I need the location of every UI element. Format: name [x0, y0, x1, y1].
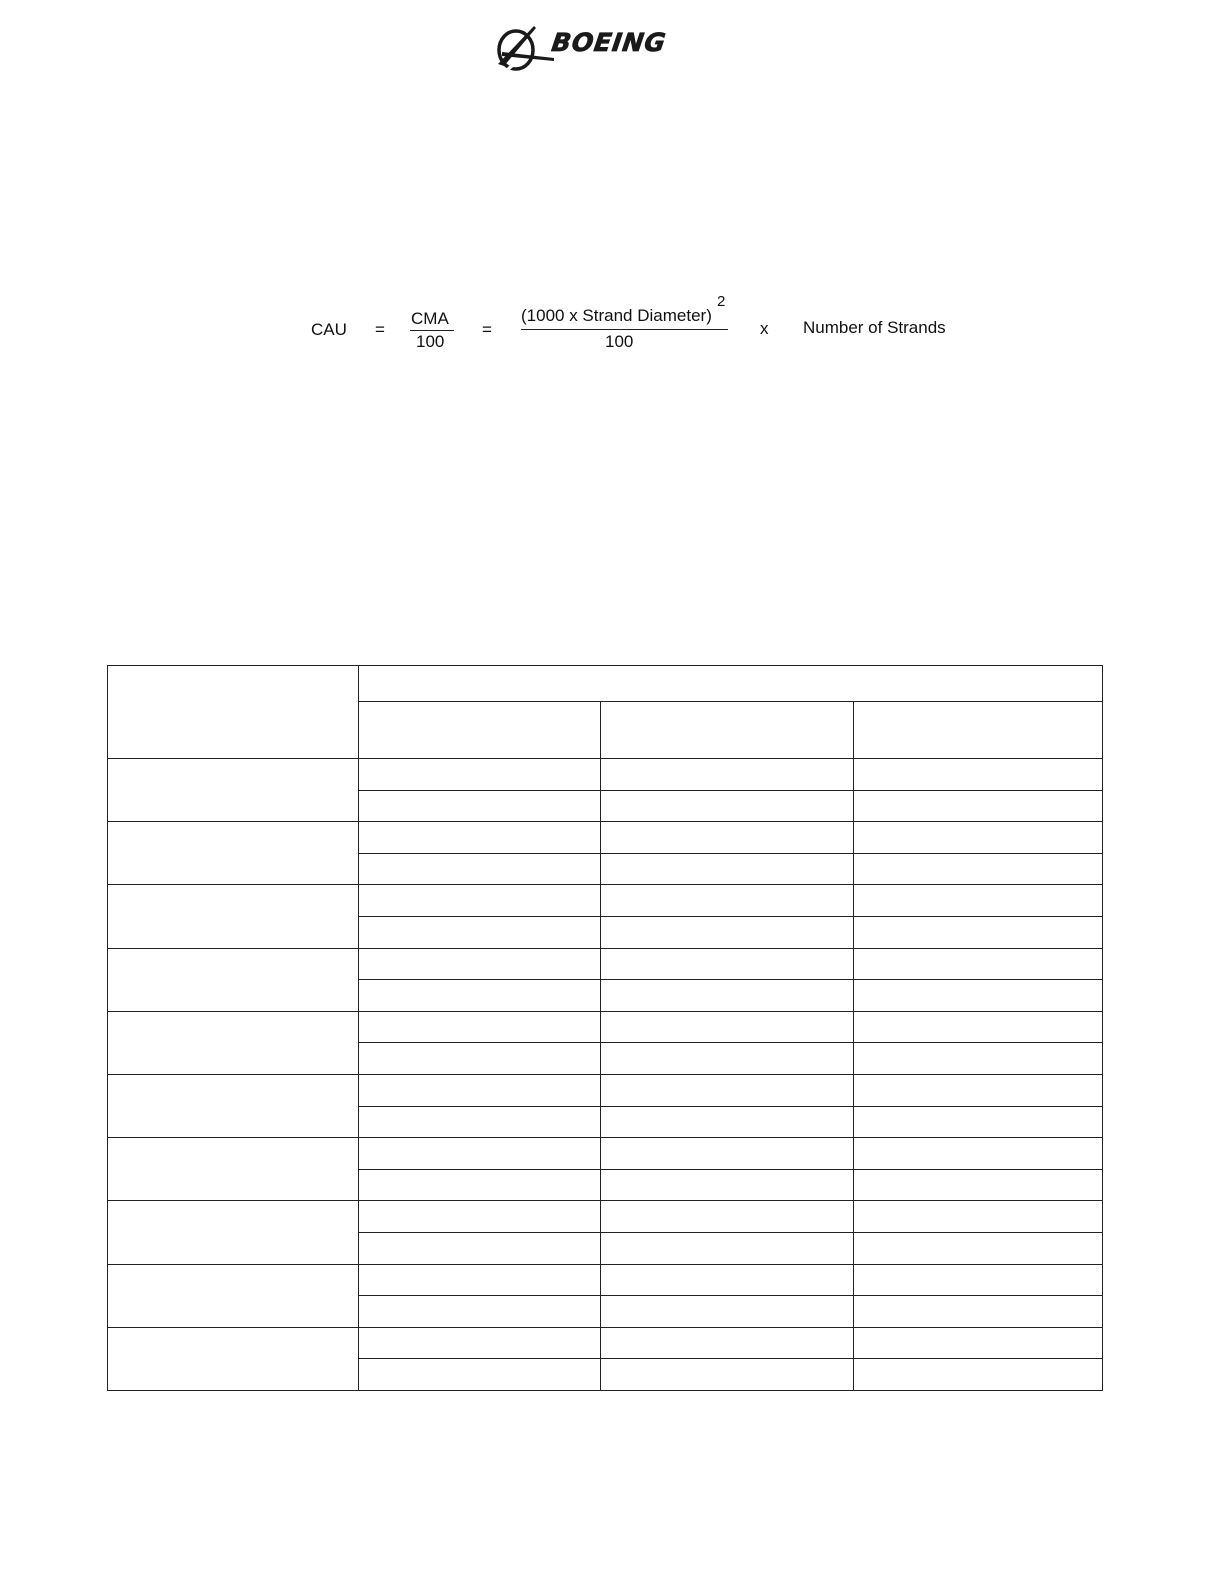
table-cell [359, 1264, 601, 1296]
table-cell [359, 1043, 601, 1075]
table-row [108, 1074, 1103, 1106]
table-cell [854, 853, 1103, 885]
table-cell [601, 1074, 854, 1106]
formula-frac1-bar [410, 330, 454, 331]
table-cell [359, 1296, 601, 1328]
header-cell-col3 [854, 702, 1103, 759]
table-cell [601, 1138, 854, 1170]
table-cell [854, 822, 1103, 854]
table-cell [854, 916, 1103, 948]
formula-frac2-denominator: 100 [605, 332, 634, 351]
table-cell [359, 1359, 601, 1391]
table-cell [854, 1106, 1103, 1138]
table-cell [359, 948, 601, 980]
table-cell [601, 822, 854, 854]
formula-exponent: 2 [717, 293, 726, 310]
table-cell [359, 759, 601, 791]
table-cell [359, 1074, 601, 1106]
table-cell [359, 916, 601, 948]
table-cell [359, 853, 601, 885]
table-cell [854, 1074, 1103, 1106]
table-cell [601, 759, 854, 791]
table-row [108, 822, 1103, 854]
table-cell [854, 1011, 1103, 1043]
table-cell [359, 790, 601, 822]
table-cell [854, 790, 1103, 822]
table-cell [854, 1138, 1103, 1170]
formula-lhs: CAU [311, 320, 347, 339]
table-cell [854, 948, 1103, 980]
logo-wordmark: BOEING [549, 28, 669, 57]
header-cell-col2 [601, 702, 854, 759]
wire-data-table [107, 665, 1103, 1391]
table-cell [601, 1296, 854, 1328]
table-cell [854, 1201, 1103, 1233]
formula-frac1-denominator: 100 [416, 332, 445, 351]
table-cell [854, 1264, 1103, 1296]
table-cell [601, 853, 854, 885]
group-label-cell [108, 885, 359, 948]
cau-formula [0, 0, 1223, 400]
group-label-cell [108, 1011, 359, 1074]
table-cell [601, 1232, 854, 1264]
table-row [108, 885, 1103, 917]
table-cell [359, 1138, 601, 1170]
group-label-cell [108, 1138, 359, 1201]
header-cell-col1 [359, 702, 601, 759]
formula-frac1-numerator: CMA [411, 309, 449, 328]
table-cell [854, 980, 1103, 1012]
formula-rhs: Number of Strands [803, 318, 946, 337]
table-cell [854, 1043, 1103, 1075]
table-header-row-1 [108, 666, 1103, 702]
group-label-cell [108, 1264, 359, 1327]
table-row [108, 1201, 1103, 1233]
table-cell [359, 1327, 601, 1359]
formula-equals-2: = [482, 320, 492, 339]
table-cell [601, 1201, 854, 1233]
formula-frac2-bar [521, 329, 728, 330]
group-label-cell [108, 1327, 359, 1390]
table-row [108, 1138, 1103, 1170]
formula-times: x [760, 319, 769, 338]
table-cell [359, 1011, 601, 1043]
table-cell [601, 980, 854, 1012]
table-row [108, 759, 1103, 791]
table-cell [359, 1232, 601, 1264]
group-label-cell [108, 1074, 359, 1137]
table-cell [854, 1359, 1103, 1391]
table-cell [601, 1327, 854, 1359]
table-row [108, 1327, 1103, 1359]
table-cell [601, 885, 854, 917]
group-label-cell [108, 1201, 359, 1264]
table-cell [601, 948, 854, 980]
table-cell [601, 1011, 854, 1043]
table-cell [359, 980, 601, 1012]
table-row [108, 948, 1103, 980]
table-cell [854, 1327, 1103, 1359]
table-cell [854, 759, 1103, 791]
table-cell [359, 1201, 601, 1233]
table-cell [601, 1169, 854, 1201]
group-label-cell [108, 948, 359, 1011]
group-label-cell [108, 822, 359, 885]
formula-frac2-numerator: (1000 x Strand Diameter) [521, 306, 712, 325]
table-cell [601, 916, 854, 948]
table-cell [854, 1232, 1103, 1264]
table-cell [359, 885, 601, 917]
table-cell [601, 790, 854, 822]
formula-equals-1: = [375, 320, 385, 339]
table-cell [854, 1169, 1103, 1201]
header-cell-span [359, 666, 1103, 702]
table-cell [359, 1169, 601, 1201]
table-cell [601, 1043, 854, 1075]
table-cell [601, 1264, 854, 1296]
table-row [108, 1264, 1103, 1296]
table-cell [601, 1359, 854, 1391]
table-row [108, 1011, 1103, 1043]
group-label-cell [108, 759, 359, 822]
table-cell [854, 1296, 1103, 1328]
table-cell [601, 1106, 854, 1138]
table-cell [359, 822, 601, 854]
table-cell [854, 885, 1103, 917]
header-cell-left [108, 666, 359, 759]
table-cell [359, 1106, 601, 1138]
